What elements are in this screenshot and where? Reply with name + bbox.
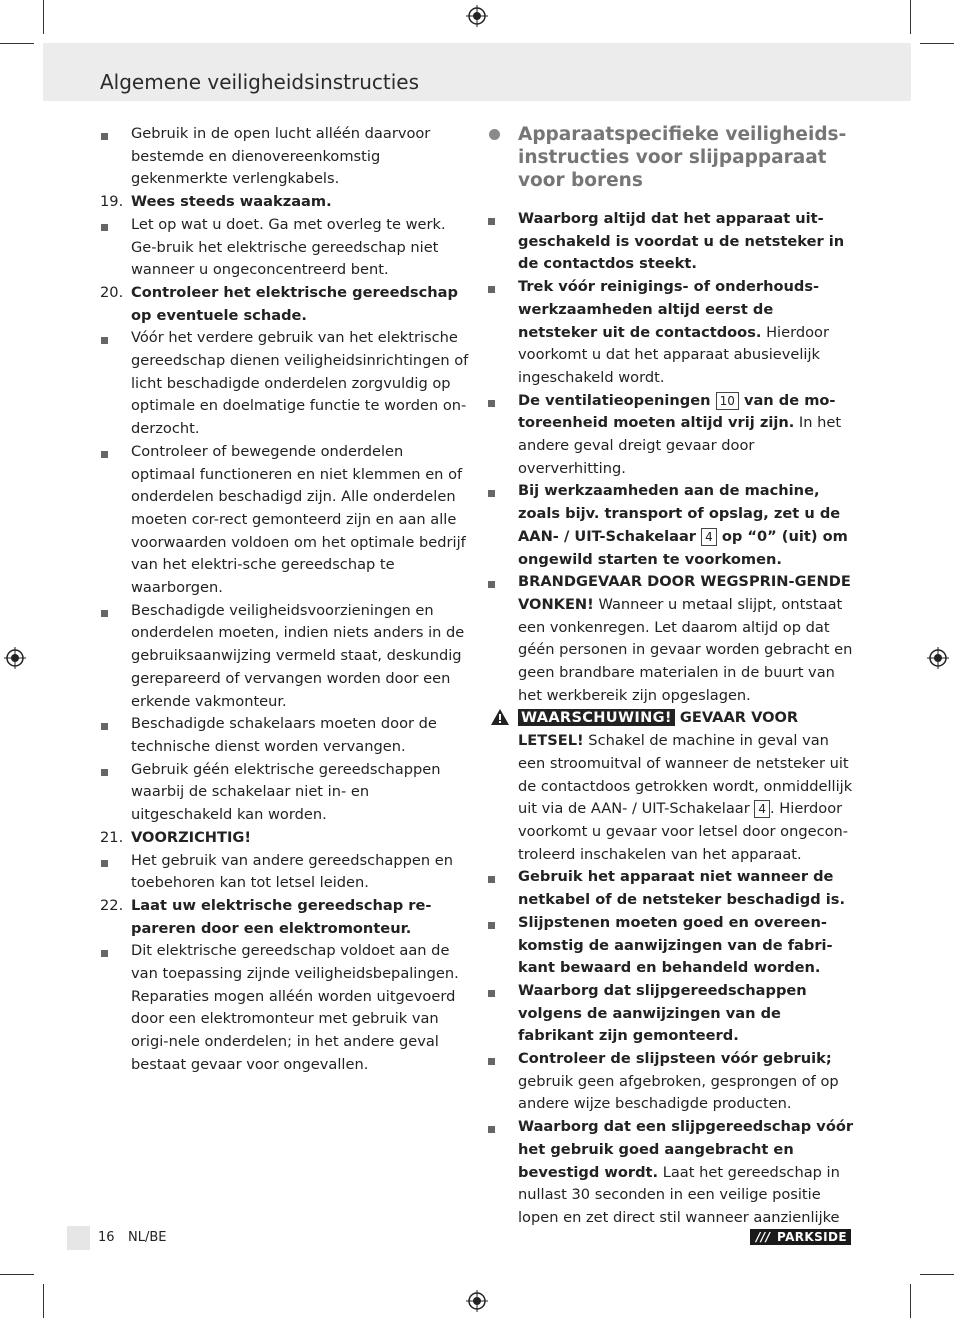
item-title: Wees steeds waakzaam. (131, 193, 332, 211)
crop-mark (920, 43, 954, 44)
crop-mark (910, 0, 911, 34)
item-number: 22. (100, 896, 124, 914)
body-text: Wanneer u metaal slijpt, ontstaat een vonkenregen. Let daarom altijd op dat géén personen in gevaar worden gebracht en geen brandbare materialen in de buurt van het werkbereik zijn opgeslagen. (518, 595, 853, 704)
list-item (487, 390, 857, 481)
warning-label: WAARSCHUWING! (518, 709, 675, 726)
registration-mark-icon (4, 647, 26, 669)
registration-mark-icon (466, 5, 488, 27)
body-text: In het andere geval dreigt gevaar door oververhitting. (518, 414, 842, 477)
item-title: VOORZICHTIG! (131, 828, 252, 846)
list-item (487, 480, 857, 571)
reference-number: 4 (754, 800, 770, 818)
body-text: Hierdoor voorkomt u dat het apparaat abusievelijk ingeschakeld wordt. (518, 323, 829, 386)
section-bullet-icon (489, 129, 500, 140)
bold-text: op “0” (uit) om ongewild starten te voorkomen. (518, 527, 848, 568)
body-text: Schakel de machine in geval van een stroomuitval of wanneer de netsteker uit de contactdoos getrokken wordt, onmiddellijk uit via de AAN- / UIT-Schakelaar (518, 732, 853, 818)
numbered-heading (100, 827, 470, 850)
crop-mark (43, 1284, 44, 1318)
numbered-heading (100, 895, 470, 940)
item-title: Laat uw elektrische gereedschap re-pareren door een elektromonteur. (131, 896, 432, 937)
bold-text: Waarborg dat een slijpgereedschap vóór het gebruik goed aangebracht en bevestigd wordt. (518, 1118, 854, 1181)
warning-triangle-icon (490, 708, 510, 726)
page-number-box (67, 1226, 90, 1250)
crop-mark (43, 0, 44, 34)
item-number: 20. (100, 283, 124, 301)
reference-number: 10 (716, 392, 739, 410)
list-item (487, 1116, 857, 1230)
bold-text: Trek vóór reinigings- of onderhouds-werkzaamheden altijd eerst de netsteker uit de contactdoos. (518, 278, 820, 341)
list-item: Waarborg dat slijpgereedschappen volgens de aanwijzingen van de fabrikant zijn gemonteerd. (487, 980, 857, 1048)
item-number: 21. (100, 828, 124, 846)
logo-stripes: /// (756, 1230, 771, 1244)
list-item (487, 276, 857, 390)
body-text: . Hierdoor voorkomt u gevaar voor letsel door ongecon-troleerd inschakelen van het apparaat. (518, 800, 849, 863)
list-item: Let op wat u doet. Ga met overleg te werk. Ge-bruik het elektrische gereedschap niet wanneer u ongeconcentreerd bent. (100, 214, 470, 282)
body-text: Laat het gereedschap in nullast 30 seconden in een veilige positie lopen en zet direct stil wanneer aanzienlijke (518, 1163, 840, 1226)
bold-text: BRANDGEVAAR DOOR WEGSPRIN-GENDE VONKEN! (518, 573, 851, 613)
list-item: Gebruik géén elektrische gereedschappen waarbij de schakelaar niet in- en uitgeschakeld kan worden. (100, 759, 470, 827)
list-item: Waarborg altijd dat het apparaat uit-geschakeld is voordat u de netsteker in de contactdos steekt. (487, 208, 857, 276)
left-column (100, 123, 470, 1077)
page-number: 16 (98, 1230, 115, 1245)
crop-mark (0, 1274, 34, 1275)
section-title: Apparaatspecifieke veiligheids-instructies voor slijpapparaat voor borens (518, 124, 847, 191)
bold-text: GEVAAR VOOR LETSEL! (518, 709, 799, 750)
crop-mark (910, 1284, 911, 1318)
bold-text: van de mo-toreenheid moeten altijd vrij zijn. (518, 391, 836, 432)
body-text: gebruik geen afgebroken, gesprongen of op andere wijze beschadigde producten. (518, 1072, 839, 1113)
list-item: Controleer of bewegende onderdelen optimaal functioneren en niet klemmen en of onderdelen beschadigd zijn. Alle onderdelen moeten cor-rect gemonteerd zijn en aan alle voorwaarden voldoen om het optimale bedrijf van het elektri-sche gereedschap te waarborgen. (100, 441, 470, 600)
warning-block (487, 707, 857, 866)
numbered-heading (100, 282, 470, 327)
list-item (487, 1048, 857, 1116)
registration-mark-icon (927, 647, 949, 669)
list-item: Het gebruik van andere gereedschappen en toebehoren kan tot letsel leiden. (100, 850, 470, 895)
reference-number: 4 (701, 528, 717, 546)
list-item: Dit elektrische gereedschap voldoet aan de van toepassing zijnde veiligheidsbepalingen. Reparaties mogen alléén worden uitgevoerd door een elektromonteur met gebruik van origi-nele onderdelen; in het andere geval bestaat gevaar voor ongevallen. (100, 940, 470, 1076)
list-item: Slijpstenen moeten goed en overeen-komstig de aanwijzingen van de fabri-kant bewaard en behandeld worden. (487, 912, 857, 980)
crop-mark (920, 1274, 954, 1275)
bold-text: Bij werkzaamheden aan de machine, zoals bijv. transport of opslag, zet u de AAN- / UIT-Schakelaar (518, 482, 841, 545)
item-number: 19. (100, 193, 124, 211)
list-item: Gebruik in de open lucht alléén daarvoor bestemde en dienovereenkomstig gekenmerkte verlengkabels. (100, 123, 470, 191)
list-item: Beschadigde schakelaars moeten door de technische dienst worden vervangen. (100, 713, 470, 758)
list-item: Vóór het verdere gebruik van het elektrische gereedschap dienen veiligheidsinrichtingen of licht beschadigde onderdelen zorgvuldig op optimale en doelmatige functie te worden on-derzocht. (100, 327, 470, 441)
list-item (487, 571, 857, 707)
bold-text: Controleer de slijpsteen vóór gebruik; (518, 1050, 832, 1068)
language-code: NL/BE (128, 1230, 167, 1245)
numbered-heading (100, 191, 470, 214)
right-column (487, 123, 857, 1230)
bold-text: De ventilatieopeningen (518, 391, 716, 409)
logo-text: PARKSIDE (777, 1230, 847, 1244)
section-heading (487, 123, 857, 192)
brand-logo (750, 1229, 851, 1245)
page-title: Algemene veiligheidsinstructies (100, 70, 420, 94)
list-item: Gebruik het apparaat niet wanneer de netkabel of de netsteker beschadigd is. (487, 866, 857, 911)
list-item: Beschadigde veiligheidsvoorzieningen en onderdelen moeten, indien niets anders in de gebruiksaanwijzing vermeld staat, deskundig gerepareerd of vervangen worden door een erkende vakmonteur. (100, 600, 470, 714)
registration-mark-icon (466, 1290, 488, 1312)
crop-mark (0, 43, 34, 44)
item-title: Controleer het elektrische gereedschap op eventuele schade. (131, 283, 458, 324)
